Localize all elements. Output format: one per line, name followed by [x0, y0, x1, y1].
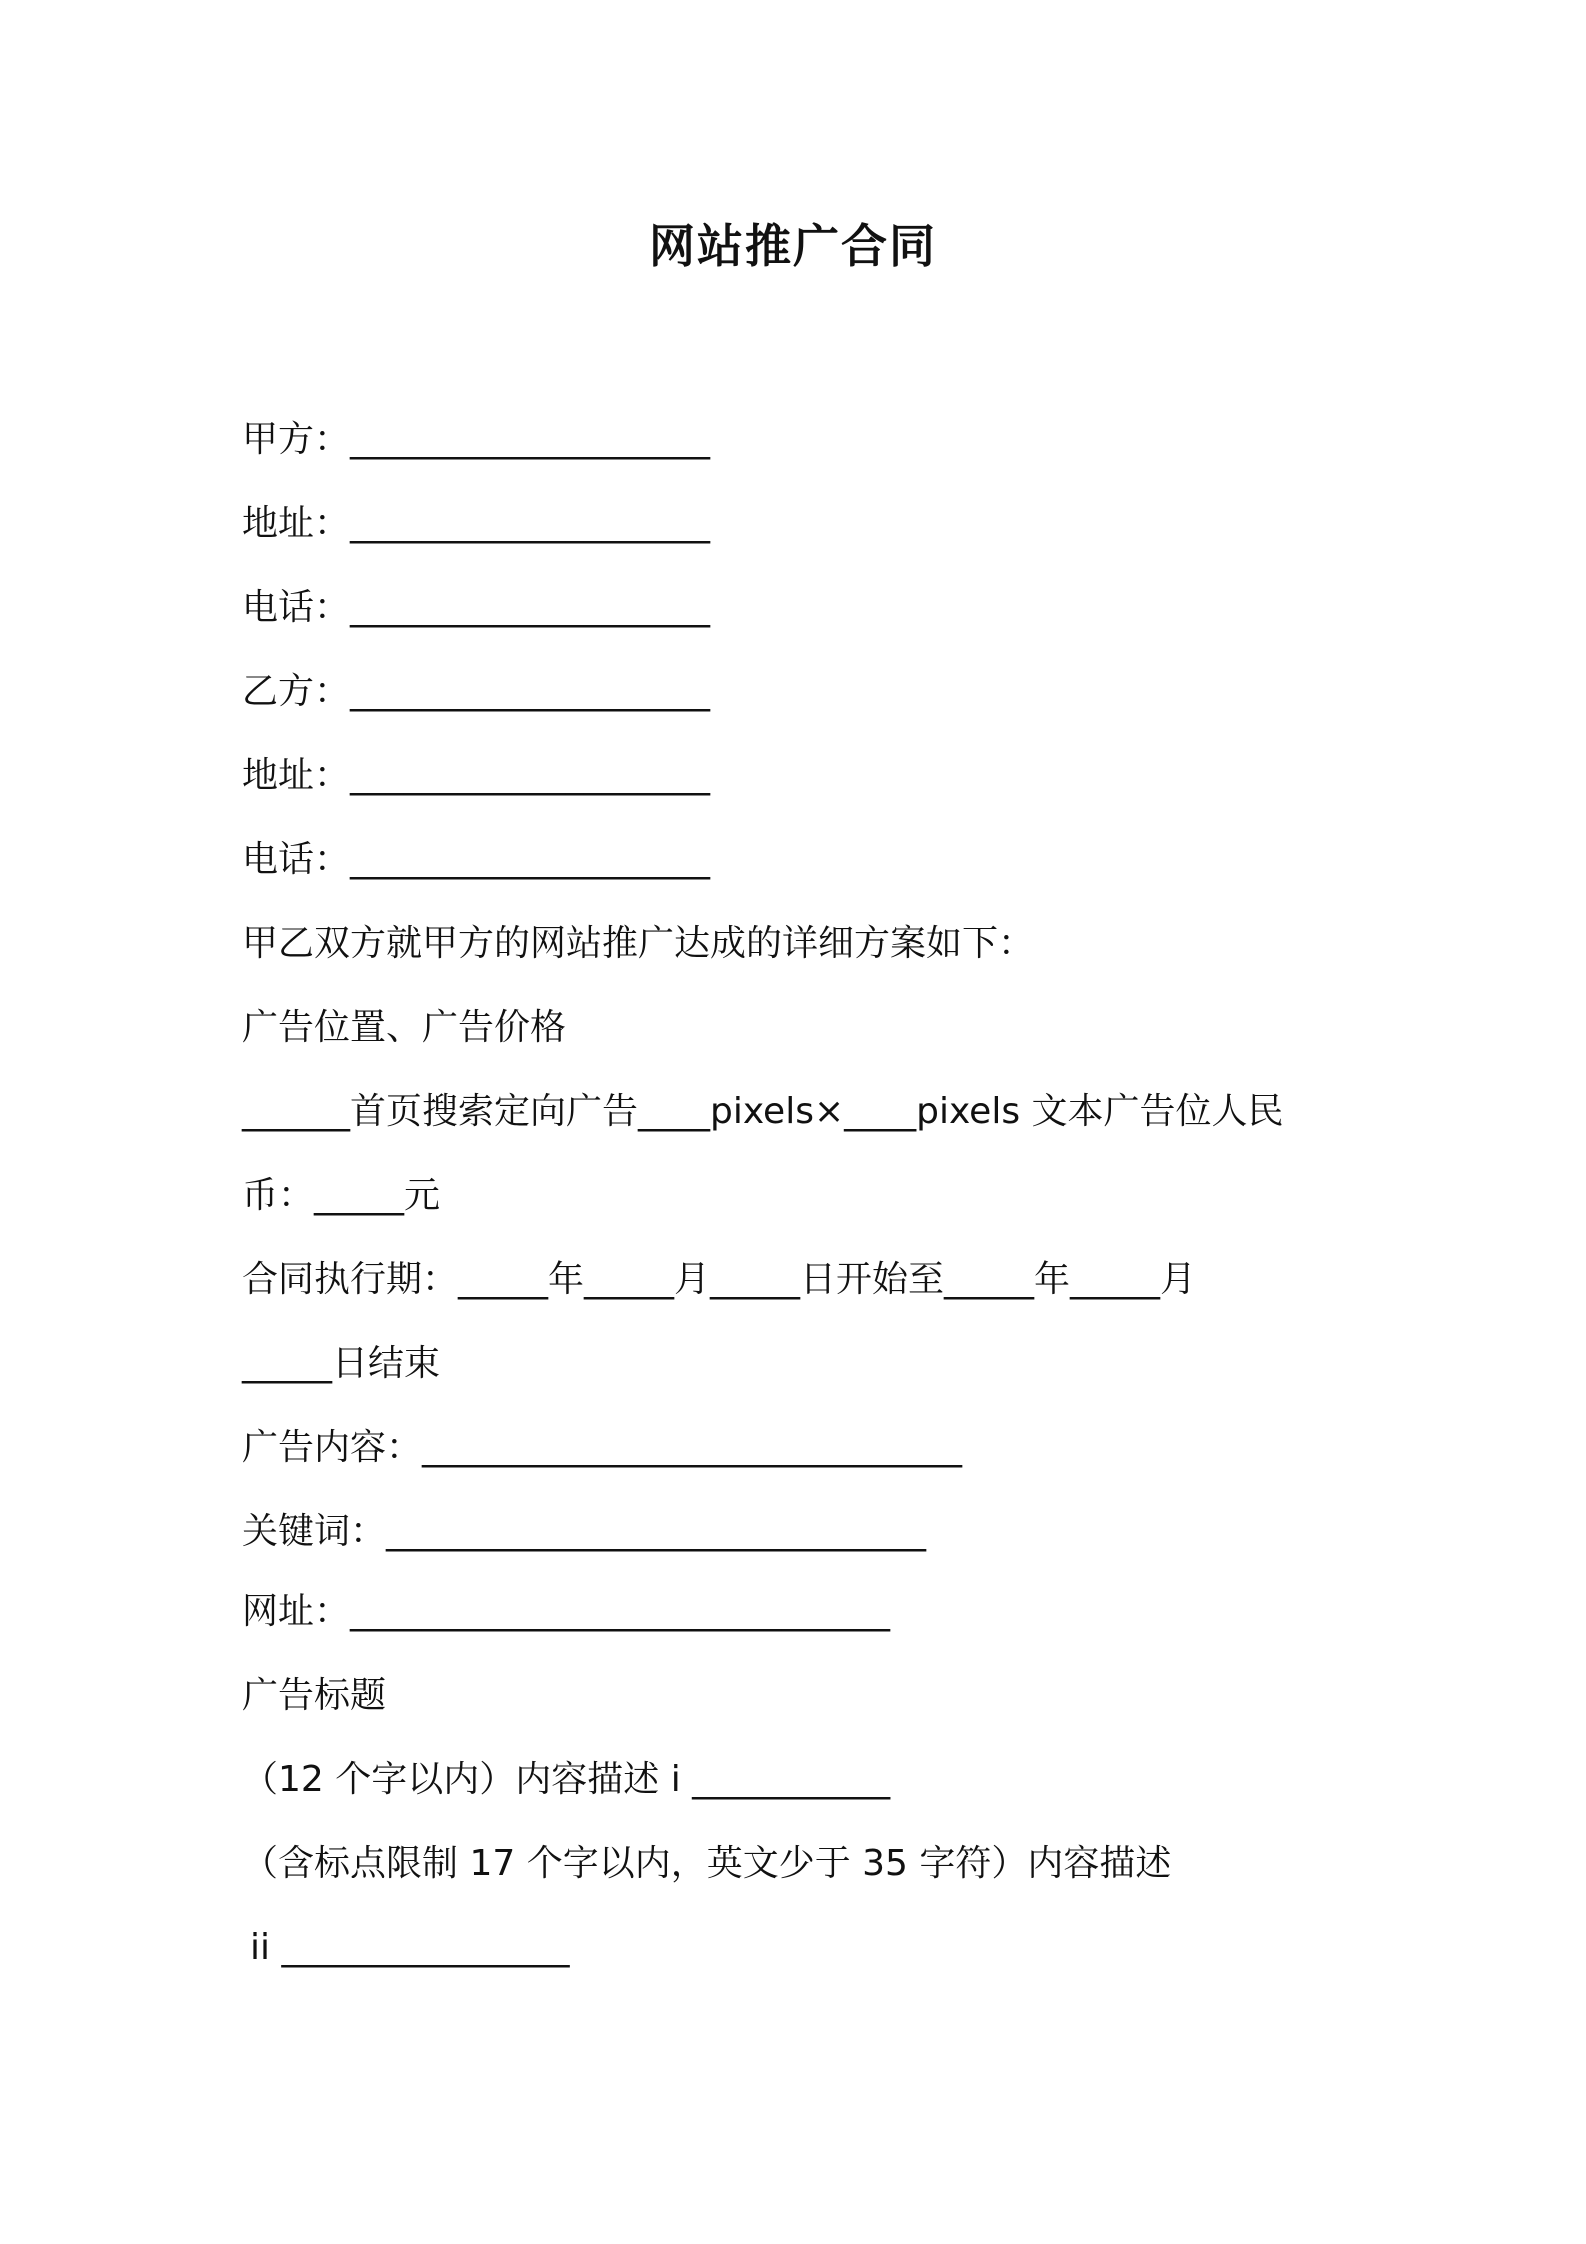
contract-period-line: 合同执行期：_____年_____月_____日开始至_____年_____月	[242, 1259, 1197, 1300]
document-title: 网站推广合同	[649, 219, 937, 273]
party-b-field: 乙方：____________________	[242, 671, 711, 712]
website-field: 网址：______________________________	[242, 1591, 891, 1632]
ad-position-line: ______首页搜索定向广告____pixels×____pixels 文本广告位人民	[242, 1091, 1284, 1132]
party-b-address-field: 地址：____________________	[242, 755, 711, 796]
contract-body	[242, 410, 1422, 2002]
description-ii-field: ii ________________	[250, 1927, 570, 1968]
party-a-phone-field: 电话：____________________	[242, 587, 711, 628]
agreement-intro: 甲乙双方就甲方的网站推广达成的详细方案如下：	[242, 923, 1035, 964]
ad-price-line: 币：_____元	[242, 1175, 441, 1216]
section-heading-ad-position-price: 广告位置、广告价格	[242, 1007, 567, 1048]
party-a-address-field: 地址：____________________	[242, 503, 711, 544]
description-i-line: （12 个字以内）内容描述 i ___________	[242, 1759, 891, 1800]
ad-content-field: 广告内容：______________________________	[242, 1427, 963, 1468]
contract-period-end-line: _____日结束	[242, 1343, 441, 1384]
party-b-phone-field: 电话：____________________	[242, 839, 711, 880]
section-heading-ad-title: 广告标题	[242, 1675, 387, 1716]
description-ii-rule-line: （含标点限制 17 个字以内，英文少于 35 字符）内容描述	[242, 1843, 1172, 1884]
party-a-field: 甲方：____________________	[242, 419, 711, 460]
keywords-field: 关键词：______________________________	[242, 1511, 927, 1552]
